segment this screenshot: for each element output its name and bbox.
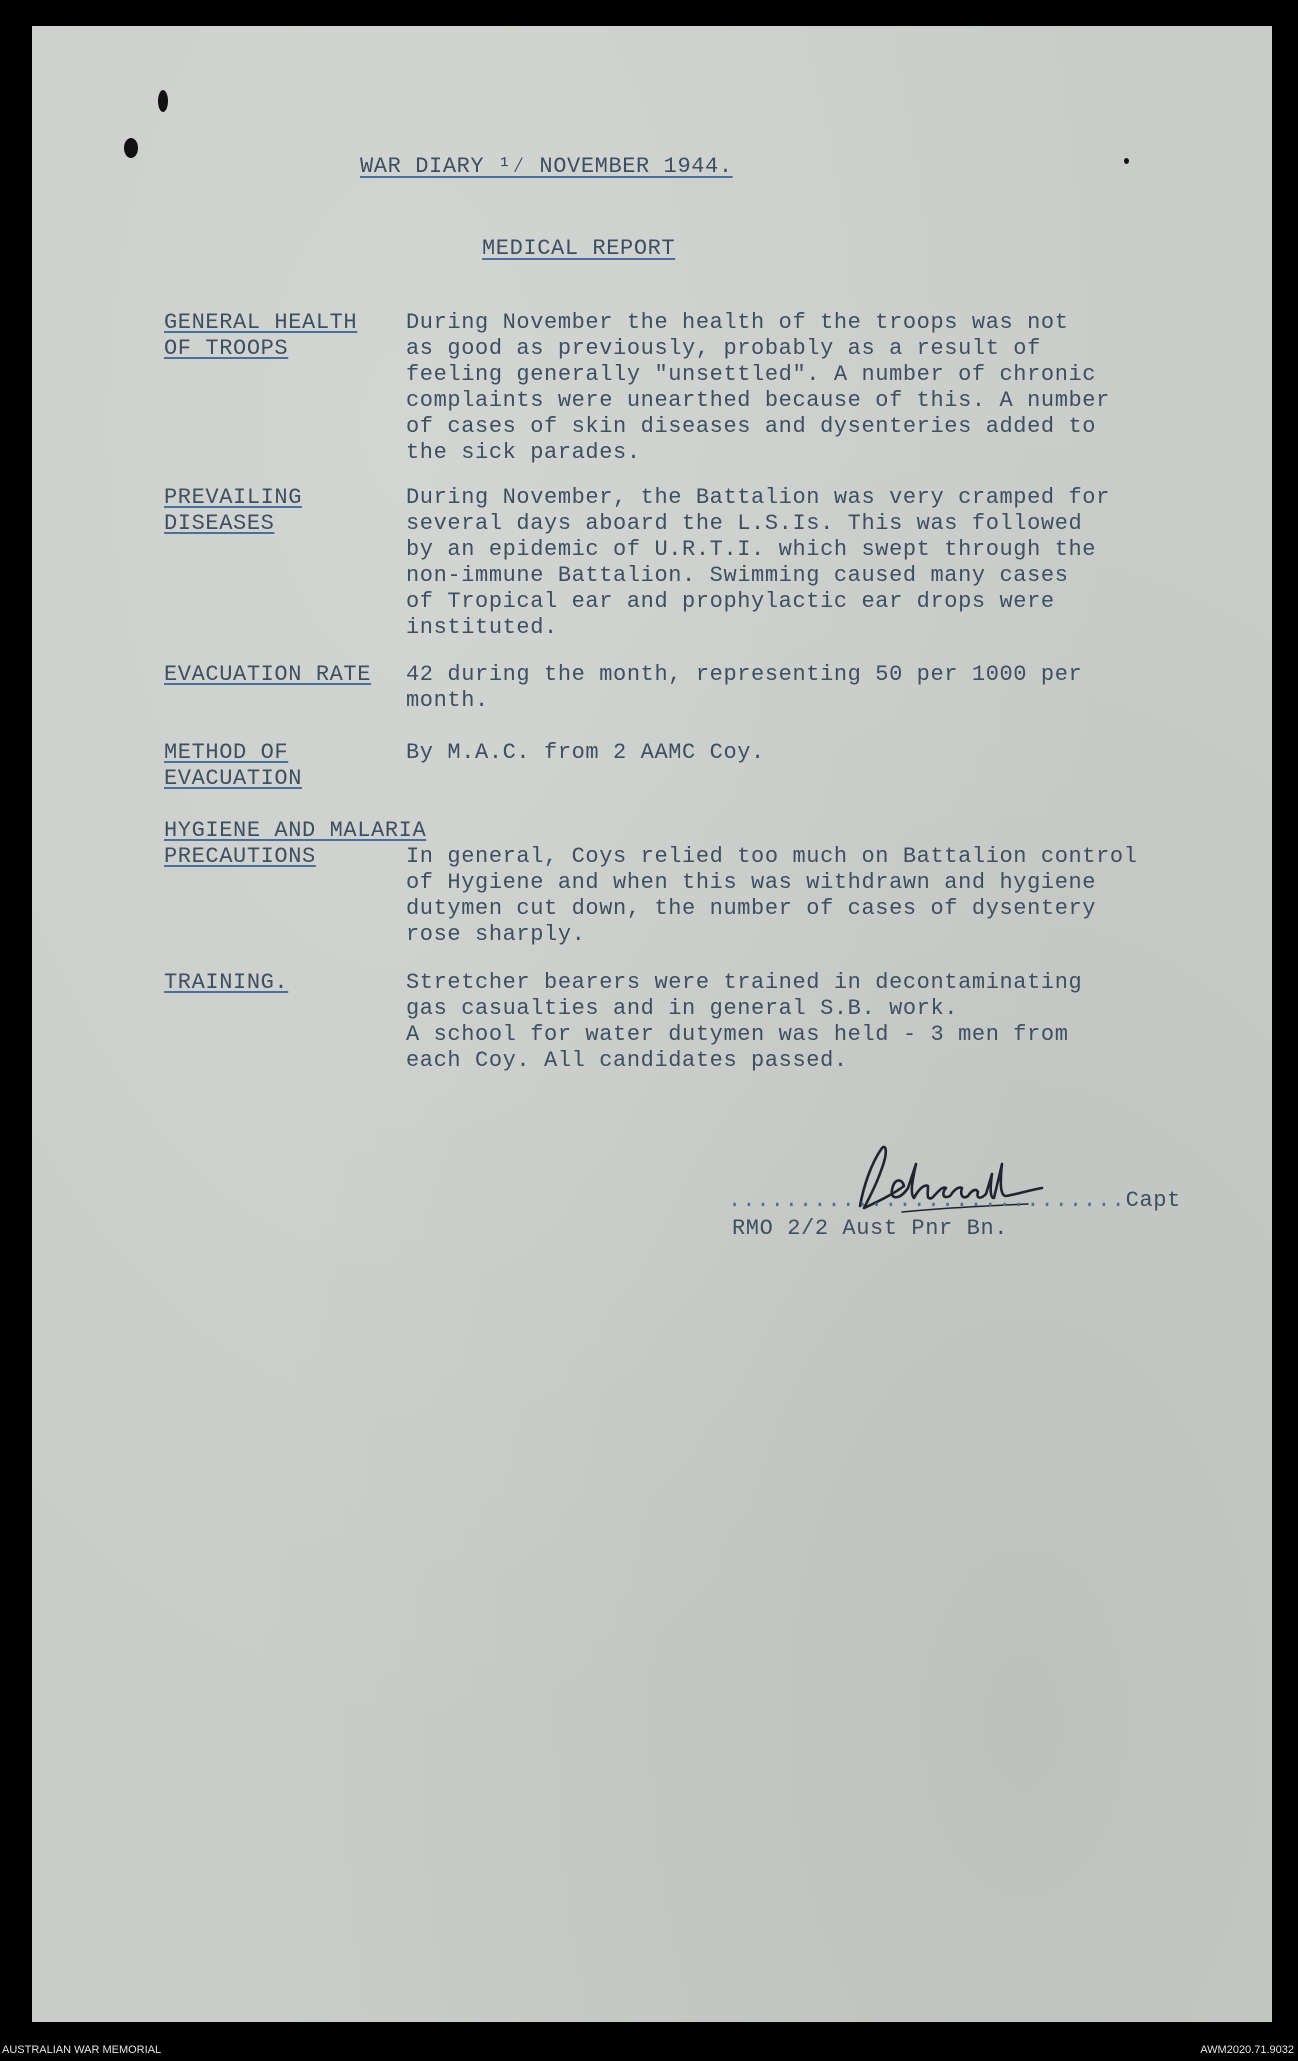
punch-mark	[158, 90, 168, 112]
heading-line: TRAINING.	[164, 970, 289, 995]
section-heading	[164, 970, 414, 996]
footer-right: AWM2020.71.9032	[1200, 2044, 1294, 2056]
heading-line: GENERAL HEALTH	[164, 310, 358, 335]
section-text: 42 during the month, representing 50 per 1000 per month.	[406, 662, 1083, 713]
section-heading	[164, 310, 414, 362]
heading-line: PREVAILING	[164, 485, 303, 510]
section-text: Stretcher bearers were trained in decontaminating gas casualties and in general S.B. work. A school for water dutymen was held - 3 men from each Coy. All candidates passed.	[406, 970, 1083, 1073]
heading-line: HYGIENE AND MALARIA	[164, 818, 427, 843]
footer-left: AUSTRALIAN WAR MEMORIAL	[2, 2044, 162, 2056]
heading-line: EVACUATION	[164, 766, 303, 791]
section-text: During November, the Battalion was very cramped for several days aboard the L.S.Is. This was followed by an epidemic of U.R.T.I. which swept through the non-immune Battalion. Swimming caused many cases of Tropical ear and prophylactic ear drops were instituted.	[406, 485, 1110, 640]
heading-line: DISEASES	[164, 511, 275, 536]
section-text: By M.A.C. from 2 AAMC Coy.	[406, 740, 765, 765]
signature-unit: RMO 2/2 Aust Pnr Bn.	[732, 1216, 1009, 1241]
signature-dots: ............................	[728, 1188, 1126, 1213]
signature-line	[728, 1188, 1181, 1213]
section-text: In general, Coys relied too much on Battalion control of Hygiene and when this was withdrawn and hygiene dutymen cut down, the number of cases of dysentery rose sharply.	[406, 844, 1138, 947]
section-heading	[164, 485, 414, 537]
section-heading	[164, 740, 414, 792]
punch-mark	[124, 138, 138, 158]
document-title: WAR DIARY ¹⁄ NOVEMBER 1944.	[360, 154, 733, 179]
heading-line: EVACUATION RATE	[164, 662, 372, 687]
punch-mark	[1124, 158, 1129, 164]
section-heading	[164, 662, 414, 688]
document-sheet	[32, 26, 1272, 2022]
document-subtitle: MEDICAL REPORT	[482, 236, 676, 261]
heading-line: OF TROOPS	[164, 336, 289, 361]
section-text: During November the health of the troops was not as good as previously, probably as a result of feeling generally "unsettled". A number of chronic complaints were unearthed because of this. A number of cases of skin diseases and dysenteries added to the sick parades.	[406, 310, 1110, 465]
heading-line: PRECAUTIONS	[164, 844, 316, 869]
signature-rank: Capt	[1125, 1188, 1181, 1213]
heading-line: METHOD OF	[164, 740, 289, 765]
